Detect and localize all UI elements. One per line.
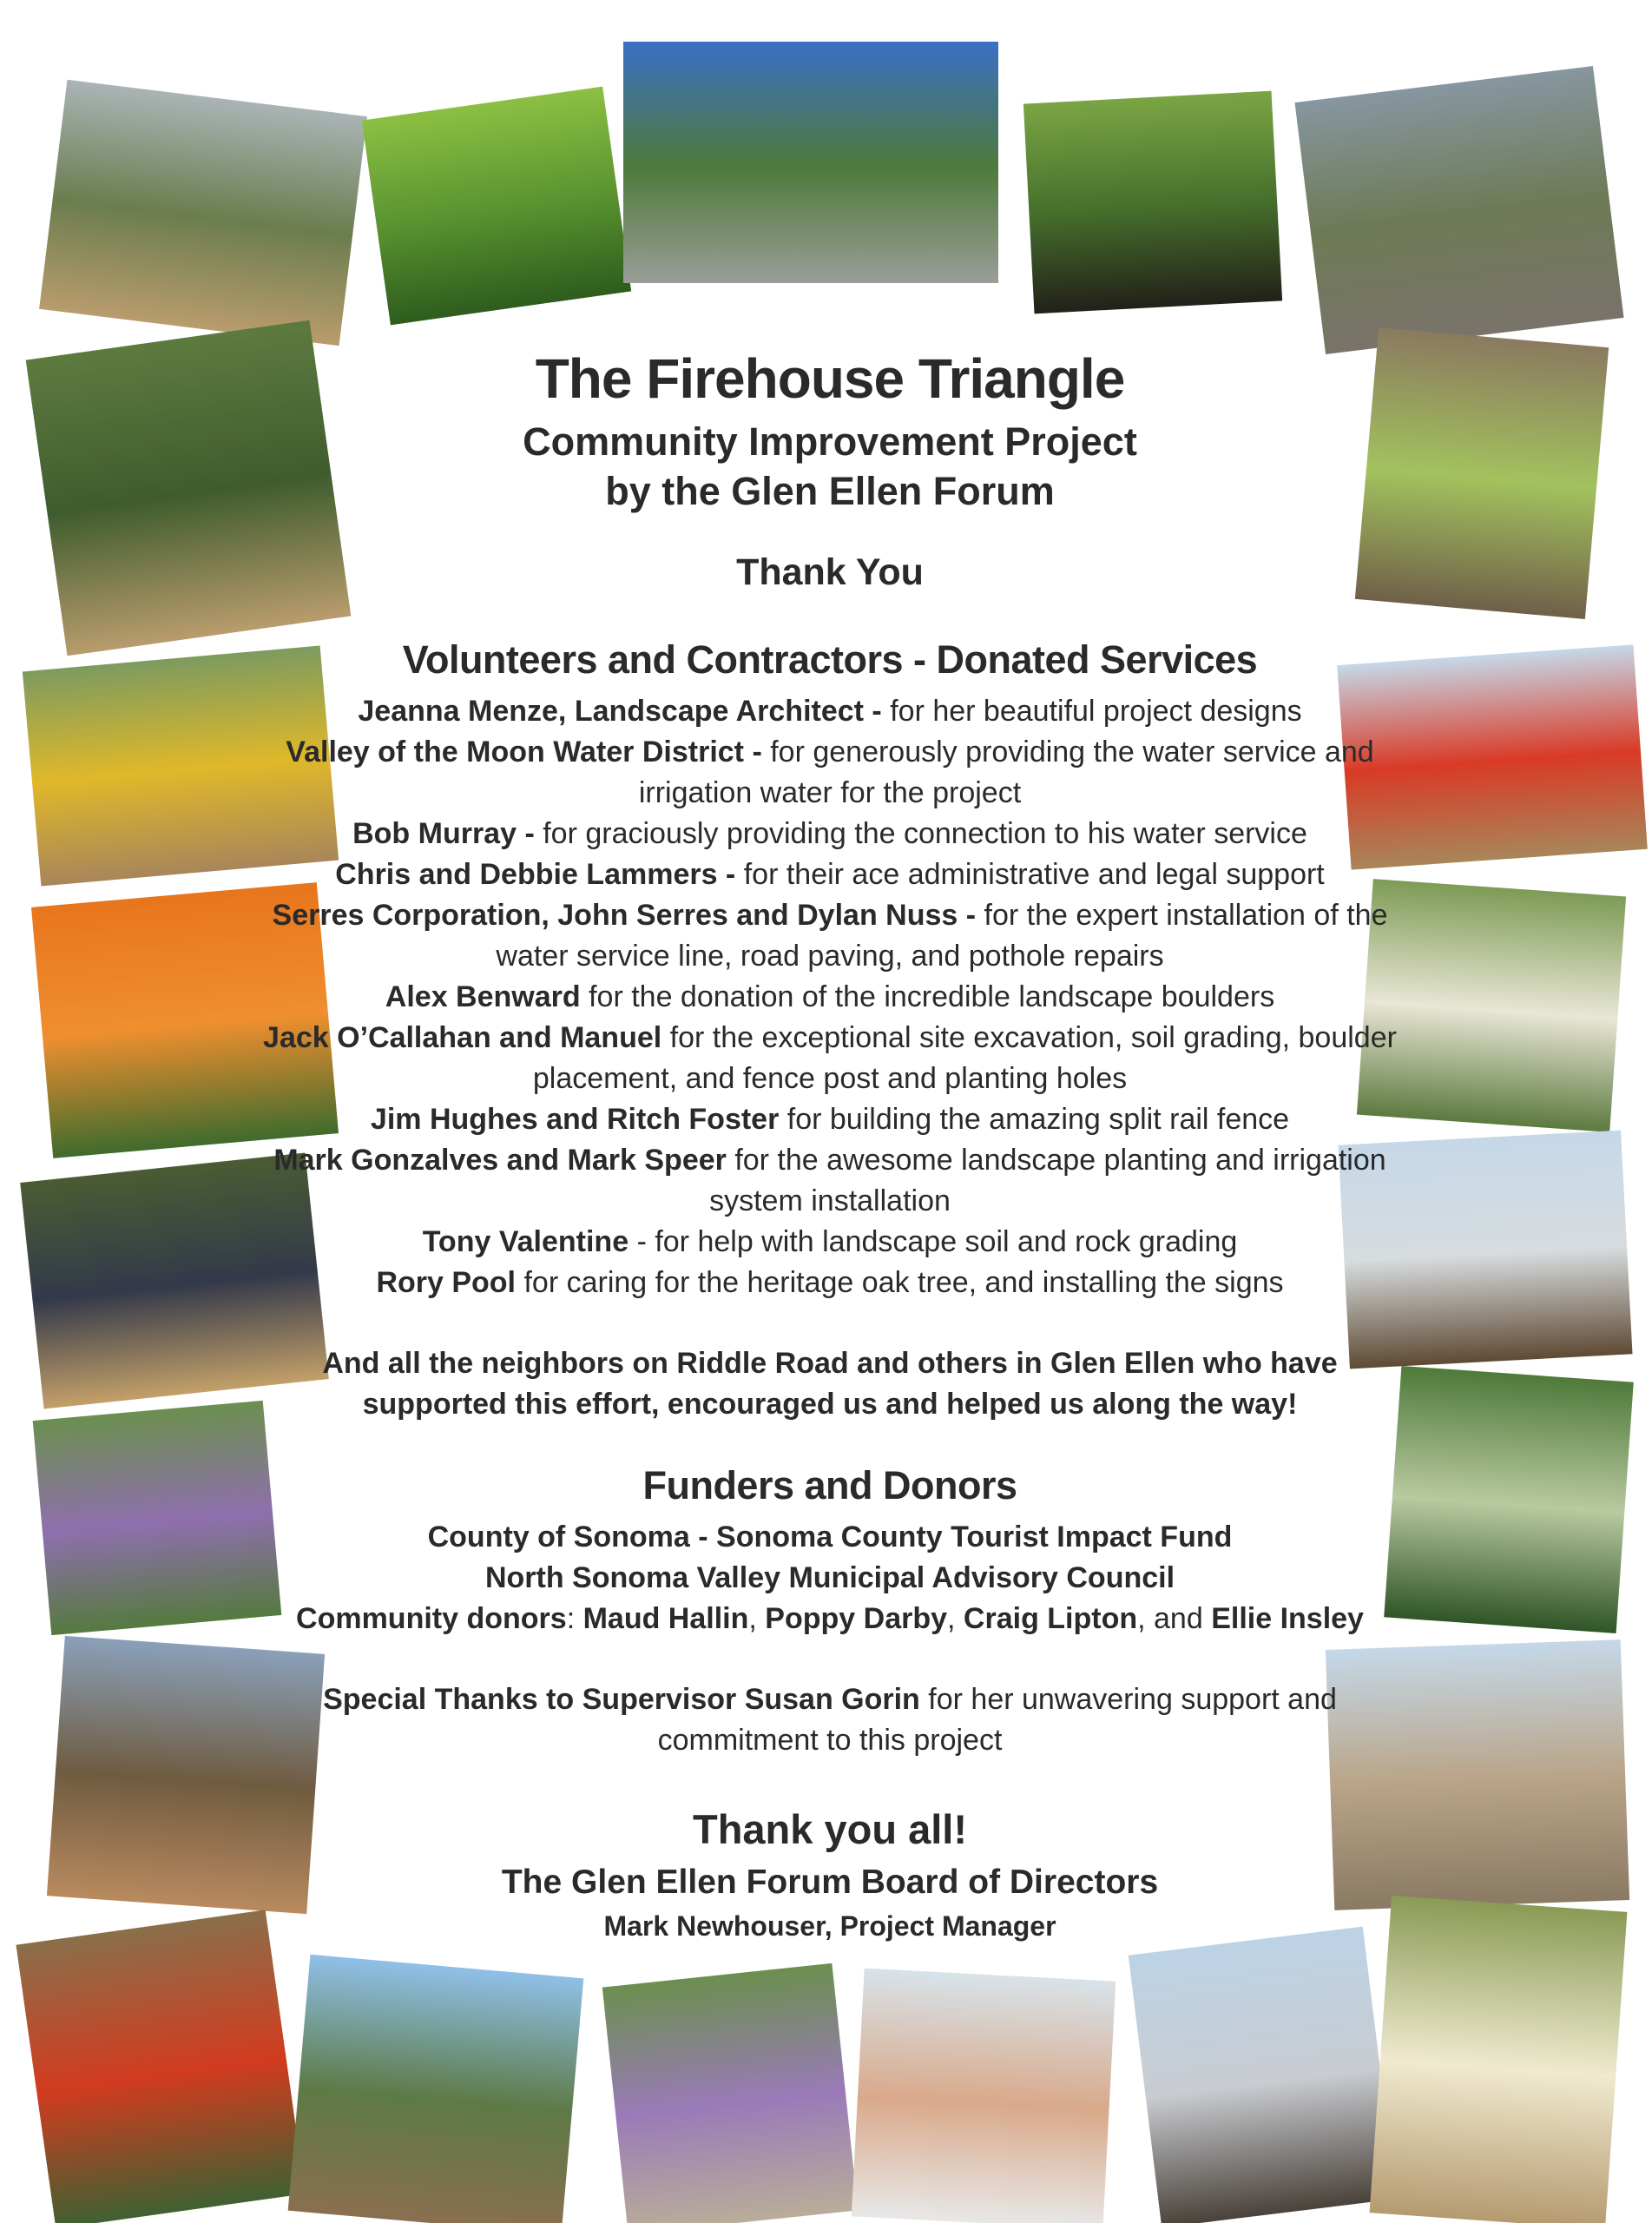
description-segment: for caring for the heritage oak tree, and installing the signs [523,1266,1284,1299]
photo-buckeye-pods [1384,1366,1634,1633]
text-line [257,895,1403,977]
special-thanks-note [270,1679,1390,1761]
name-segment: Rory Pool [376,1266,524,1299]
name-segment: Mark Gonzalves and Mark Speer [273,1144,735,1177]
thank-you-all-heading: Thank you all! [693,1806,967,1852]
page-title: The Firehouse Triangle [535,347,1125,410]
subtitle-line-1: Community Improvement Project [523,419,1137,464]
text-line [257,854,1403,895]
text-line [257,1140,1403,1222]
description-segment: for her beautiful project designs [890,695,1302,728]
name-segment: North Sonoma Valley Municipal Advisory Council [484,1561,1175,1594]
name-segment: Jack O’Callahan and Manuel [263,1021,670,1054]
text-line [257,1099,1403,1140]
text-line [257,732,1403,814]
description-segment: for her unwavering support and commitment to this project [657,1683,1337,1757]
description-segment: : [566,1602,583,1635]
name-segment: Valley of the Moon Water District - [286,736,771,768]
photo-road-base-crew [1129,1927,1396,2223]
photo-garden-path [602,1963,858,2223]
funders-section [240,1463,1420,1639]
name-segment: Jim Hughes and Ritch Foster [370,1103,787,1136]
description-segment: for the donation of the incredible landscape boulders [589,980,1275,1013]
text-line [257,1263,1403,1303]
photo-butterfly [1023,91,1282,314]
funder-entries [240,1517,1420,1639]
text-line [257,1599,1403,1639]
project-manager-line: Mark Newhouser, Project Manager [603,1910,1056,1942]
text-line [257,977,1403,1018]
photo-heritage-oak [623,42,998,283]
name-segment: Alex Benward [385,980,589,1013]
subtitle-line-2: by the Glen Ellen Forum [605,469,1055,513]
name-segment: Ellie Insley [1211,1602,1364,1635]
volunteers-heading: Volunteers and Contractors - Donated Services [402,637,1258,682]
description-segment: - for help with landscape soil and rock grading [636,1225,1238,1258]
description-segment: , [748,1602,766,1635]
photo-california-fuchsia [16,1910,305,2223]
photo-firehouse-triangle [39,80,367,346]
photo-cream-poppies [1370,1896,1628,2223]
thank-you-heading: Thank You [736,551,924,593]
photo-volunteer-selfie [852,1969,1116,2223]
description-segment: for graciously providing the connection to his water service [543,817,1307,850]
name-segment: Chris and Debbie Lammers - [335,858,744,891]
photo-caterpillar [362,87,631,326]
text-line [257,1558,1403,1599]
funders-heading: Funders and Donors [642,1463,1017,1507]
name-segment: Community donors [296,1602,567,1635]
text-line [270,1679,1390,1761]
name-segment: Maud Hallin [582,1602,749,1635]
name-segment: County of Sonoma - Sonoma County Tourist Impact Fund [427,1520,1233,1553]
name-segment: Jeanna Menze, Landscape Architect - [358,695,891,728]
photo-planting-day [288,1955,584,2223]
volunteer-entries [240,691,1420,1303]
text-line [257,1018,1403,1099]
name-segment: Poppy Darby [765,1602,948,1635]
description-segment: for generously providing the water service and irrigation water for the project [638,736,1374,809]
text-line [257,814,1403,854]
photo-road-fence-posts [1294,66,1623,354]
text-line [257,1517,1403,1558]
description-segment: for their ace administrative and legal support [743,858,1325,891]
description-segment: for the expert installation of the water service line, road paving, and pothole repairs [496,899,1388,973]
flyer-content [240,346,1420,1943]
name-segment: Tony Valentine [422,1225,637,1258]
name-segment: Serres Corporation, John Serres and Dylan Nuss - [272,899,984,932]
text-line [257,691,1403,732]
description-segment: for the exceptional site excavation, soil grading, boulder placement, and fence post and planting holes [532,1021,1397,1095]
description-segment: for building the amazing split rail fence [787,1103,1290,1136]
description-segment: , and [1137,1602,1212,1635]
name-segment: Craig Lipton [963,1602,1138,1635]
neighbors-note: And all the neighbors on Riddle Road and others in Glen Ellen who have supported this effort, encouraged us and helped us along the way! [322,1347,1338,1421]
board-of-directors-line: The Glen Ellen Forum Board of Directors [501,1863,1159,1901]
description-segment: for the awesome landscape planting and irrigation system installation [709,1144,1386,1217]
text-line [257,1222,1403,1263]
volunteers-section [240,637,1420,1303]
description-segment: , [947,1602,964,1635]
name-segment: Special Thanks to Supervisor Susan Gorin [323,1683,929,1716]
name-segment: Bob Murray - [352,817,543,850]
